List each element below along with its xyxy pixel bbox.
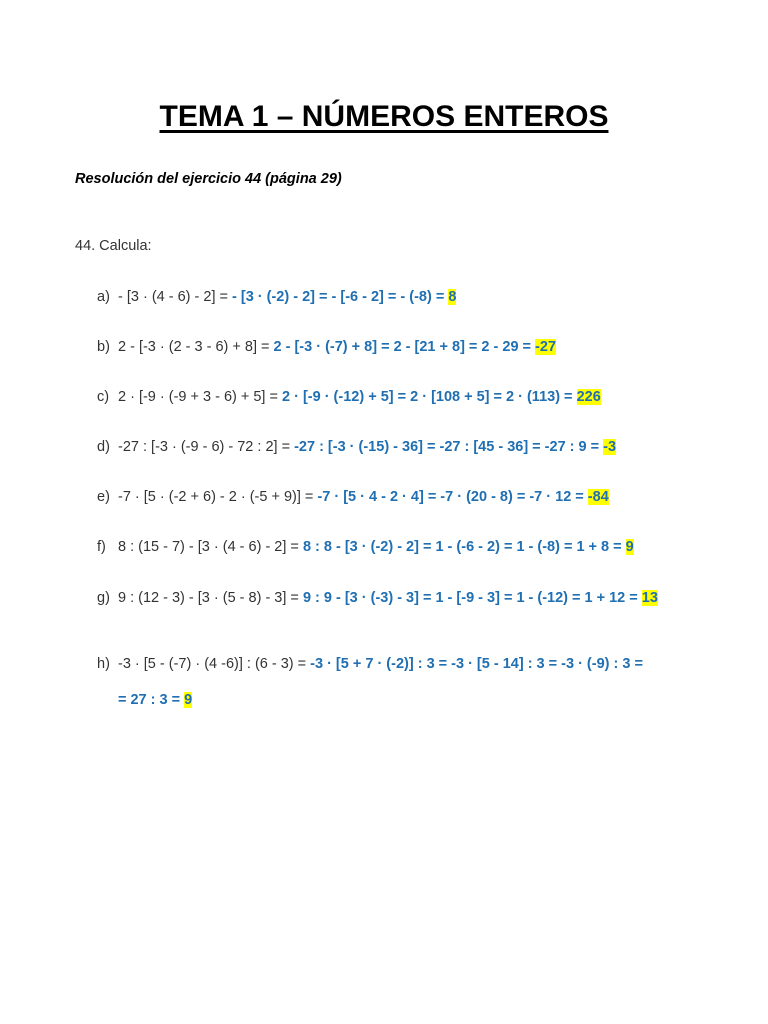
exercise-answer: 9 — [625, 539, 634, 555]
exercise-item-c — [97, 388, 707, 406]
exercise-item-g — [97, 589, 707, 607]
exercise-solution: 9 : 9 - [3 · (-3) - 3] = 1 - [-9 - 3] = 1 - (-12) = 1 + 12 = — [302, 590, 642, 606]
exercise-problem: -3 · [5 - (-7) · (4 -6)] : (6 - 3) = — [118, 656, 311, 672]
exercise-answer: -3 — [603, 439, 617, 455]
exercise-problem: - [3 · (4 - 6) - 2] = — [118, 289, 233, 305]
exercise-problem: 8 : (15 - 7) - [3 · (4 - 6) - 2] = — [118, 539, 303, 555]
exercise-label: c) — [97, 389, 110, 405]
exercise-problem: -7 · [5 · (-2 + 6) - 2 · (-5 + 9)] = — [118, 489, 318, 505]
exercise-label: f) — [97, 539, 106, 555]
exercise-solution: 2 · [-9 · (-12) + 5] = 2 · [108 + 5] = 2 · (113) = — [282, 389, 577, 405]
exercise-solution: 8 : 8 - [3 · (-2) - 2] = 1 - (-6 - 2) = 1 - (-8) = 1 + 8 = — [302, 539, 626, 555]
page-subtitle: Resolución del ejercicio 44 (página 29) — [75, 171, 342, 187]
exercise-answer: 9 — [184, 692, 193, 708]
exercise-problem: -27 : [-3 · (-9 - 6) - 72 : 2] = — [118, 439, 295, 455]
exercise-continuation-line — [118, 691, 707, 709]
exercise-answer: -27 — [535, 339, 557, 355]
exercise-answer: -84 — [587, 489, 609, 505]
exercise-label: d) — [97, 439, 110, 455]
exercise-label: b) — [97, 339, 110, 355]
exercise-solution: -27 : [-3 · (-15) - 36] = -27 : [45 - 36] = -27 : 9 = — [294, 439, 604, 455]
exercise-item-e — [97, 488, 707, 506]
exercise-label: h) — [97, 656, 110, 672]
exercise-item-b — [97, 338, 707, 356]
exercise-problem: 2 - [-3 · (2 - 3 - 6) + 8] = — [118, 339, 274, 355]
page-title: TEMA 1 – NÚMEROS ENTEROS — [159, 100, 609, 133]
exercise-solution: -7 · [5 · 4 - 2 · 4] = -7 · (20 - 8) = -7 · 12 = — [317, 489, 588, 505]
exercise-solution: 2 - [-3 · (-7) + 8] = 2 - [21 + 8] = 2 - 29 = — [273, 339, 536, 355]
exercise-item-a — [97, 288, 707, 306]
exercise-label: g) — [97, 590, 110, 606]
exercise-problem: 2 · [-9 · (-9 + 3 - 6) + 5] = — [118, 389, 282, 405]
exercise-answer: 226 — [576, 389, 601, 405]
exercise-label: e) — [97, 489, 110, 505]
exercise-item-h — [97, 655, 707, 709]
exercise-solution: -3 · [5 + 7 · (-2)] : 3 = -3 · [5 - 14] : 3 = -3 · (-9) : 3 = — [310, 656, 643, 672]
exercise-item-f — [97, 538, 707, 556]
exercise-problem: 9 : (12 - 3) - [3 · (5 - 8) - 3] = — [118, 590, 303, 606]
exercise-continuation: = 27 : 3 = — [118, 692, 185, 708]
exercise-intro: 44. Calcula: — [75, 238, 152, 254]
exercise-solution: - [3 · (-2) - 2] = - [-6 - 2] = - (-8) = — [232, 289, 449, 305]
exercise-answer: 8 — [448, 289, 457, 305]
exercise-label: a) — [97, 289, 110, 305]
exercise-item-d — [97, 438, 707, 456]
exercise-answer: 13 — [641, 590, 658, 606]
